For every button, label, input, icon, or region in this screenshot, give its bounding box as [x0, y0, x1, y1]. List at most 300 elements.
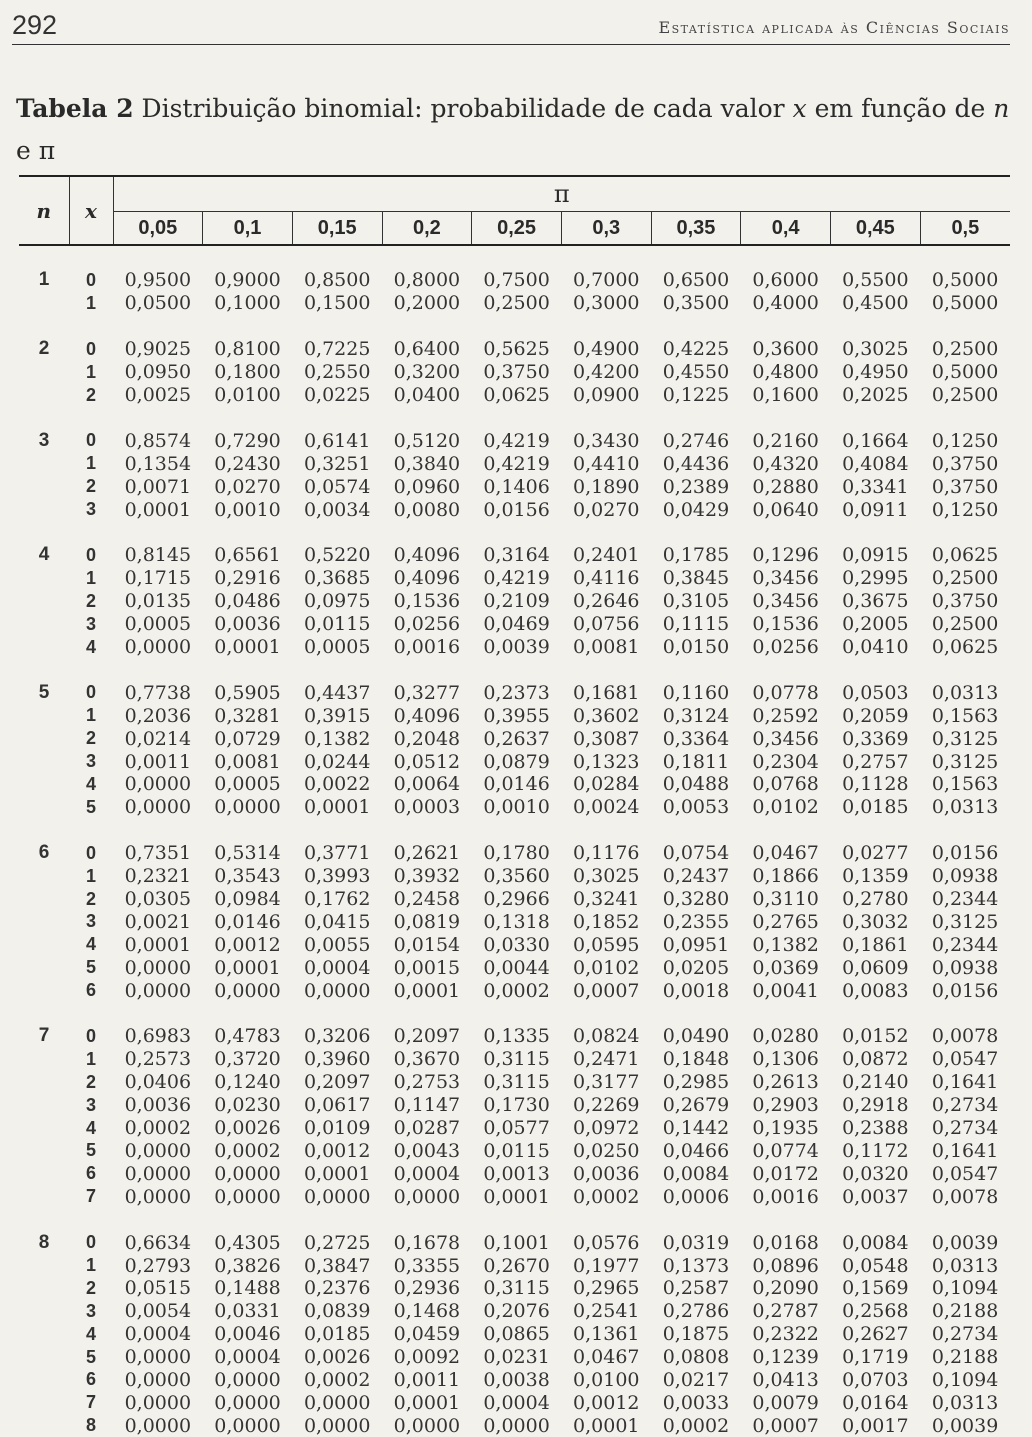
cell-probability: 0,0001	[214, 956, 281, 979]
cell-probability: 0,4219	[483, 452, 550, 475]
cell-probability: 0,1600	[752, 384, 819, 406]
cell-probability: 0,0406	[124, 1071, 192, 1094]
cell-probability: 0,2786	[662, 1300, 730, 1323]
cell-probability: 0,0500	[124, 292, 192, 315]
cell-probability: 0,2995	[842, 567, 909, 590]
cell-probability: 0,0250	[573, 1139, 640, 1162]
cell-probability: 0,0574	[303, 475, 371, 498]
table-row	[19, 1162, 1010, 1185]
table-row	[19, 1391, 1010, 1414]
cell-probability: 0,0277	[842, 842, 909, 865]
cell-probability: 0,1115	[662, 613, 730, 636]
cell-probability: 0,2430	[214, 452, 281, 475]
cell-probability: 0,3932	[393, 865, 461, 888]
pi-value-header: 0,1	[203, 212, 293, 246]
table-row	[19, 681, 1010, 704]
cell-x: 1	[85, 361, 96, 382]
cell-probability: 0,0001	[573, 1414, 640, 1437]
cell-probability: 0,0960	[393, 475, 461, 498]
cell-x: 7	[85, 1186, 96, 1207]
cell-n	[19, 888, 69, 911]
cell-probability: 0,0972	[573, 1117, 640, 1140]
cell-probability: 0,0205	[662, 956, 730, 979]
cell-probability: 0,0000	[214, 1185, 281, 1208]
cell-probability: 0,2000	[393, 292, 461, 315]
cell-n: 1	[38, 269, 50, 291]
cell-probability: 0,3675	[842, 590, 909, 613]
cell-probability: 0,0547	[931, 1048, 999, 1071]
table-row	[19, 773, 1010, 796]
cell-probability: 0,2355	[662, 910, 730, 933]
cell-probability: 0,0007	[573, 979, 640, 1002]
cell-probability: 0,3164	[483, 544, 550, 567]
table-row	[19, 1277, 1010, 1300]
cell-probability: 0,0000	[124, 1346, 192, 1369]
table-caption	[16, 88, 1012, 172]
cell-probability: 0,2458	[393, 888, 461, 911]
cell-probability: 0,1094	[931, 1368, 999, 1391]
cell-probability: 0,0037	[842, 1185, 909, 1208]
cell-probability: 0,0313	[931, 1391, 999, 1414]
cell-probability: 0,0950	[124, 361, 192, 384]
cell-probability: 0,4320	[752, 452, 819, 475]
cell-probability: 0,2076	[483, 1300, 550, 1323]
cell-probability: 0,0515	[124, 1277, 192, 1300]
cell-probability: 0,0004	[393, 1162, 461, 1185]
cell-probability: 0,0217	[662, 1368, 730, 1391]
group-spacer	[19, 315, 1010, 338]
cell-probability: 0,4116	[573, 567, 640, 590]
cell-probability: 0,0313	[931, 796, 999, 819]
cell-probability: 0,1977	[573, 1254, 640, 1277]
cell-probability: 0,0001	[124, 933, 192, 956]
cell-n	[19, 1277, 69, 1300]
cell-probability: 0,0000	[214, 979, 281, 1002]
caption-text-mid: em função de	[806, 94, 994, 123]
cell-probability: 0,0975	[303, 590, 371, 613]
cell-probability: 0,5000	[931, 269, 999, 292]
cell-probability: 0,1848	[662, 1048, 730, 1071]
cell-probability: 0,0036	[124, 1094, 192, 1117]
cell-n	[19, 452, 69, 475]
caption-text: Distribuição binomial: probabilidade de cada valor	[133, 94, 793, 123]
cell-probability: 0,6561	[214, 544, 281, 567]
cell-probability: 0,0896	[752, 1254, 819, 1277]
cell-probability: 0,0490	[662, 1025, 730, 1048]
cell-probability: 0,2097	[303, 1071, 371, 1094]
cell-probability: 0,3685	[303, 567, 371, 590]
table-row	[19, 292, 1010, 315]
cell-probability: 0,0284	[573, 773, 640, 796]
cell-x: 2	[85, 728, 96, 749]
cell-probability: 0,3430	[573, 429, 640, 452]
cell-probability: 0,1000	[214, 292, 281, 315]
cell-probability: 0,2048	[393, 727, 461, 750]
cell-probability: 0,4305	[214, 1231, 281, 1254]
cell-probability: 0,0021	[124, 910, 192, 933]
cell-probability: 0,7500	[483, 269, 550, 292]
table-row	[19, 452, 1010, 475]
binomial-table	[19, 175, 1010, 1437]
table-row	[19, 498, 1010, 521]
cell-x: 3	[85, 1300, 96, 1321]
cell-probability: 0,1563	[931, 704, 999, 727]
cell-probability: 0,5500	[842, 269, 909, 292]
cell-n: 7	[38, 1025, 50, 1047]
table-row	[19, 910, 1010, 933]
cell-probability: 0,0486	[214, 590, 281, 613]
cell-n	[19, 1300, 69, 1323]
cell-probability: 0,3955	[483, 704, 550, 727]
cell-probability: 0,2587	[662, 1277, 730, 1300]
cell-probability: 0,0938	[931, 956, 999, 979]
cell-probability: 0,0005	[303, 636, 371, 659]
cell-probability: 0,0900	[573, 384, 640, 406]
cell-probability: 0,0012	[214, 933, 281, 956]
cell-probability: 0,1318	[483, 910, 550, 933]
cell-probability: 0,1442	[662, 1117, 730, 1140]
cell-n	[19, 292, 69, 315]
cell-probability: 0,0154	[393, 933, 461, 956]
cell-probability: 0,0005	[214, 773, 281, 796]
cell-probability: 0,3600	[752, 338, 819, 361]
cell-x: 5	[85, 1346, 96, 1367]
cell-n	[19, 773, 69, 796]
cell-probability: 0,3543	[214, 865, 281, 888]
cell-probability: 0,0010	[483, 796, 550, 819]
cell-probability: 0,0039	[931, 1414, 999, 1437]
cell-probability: 0,0038	[483, 1368, 550, 1391]
cell-probability: 0,0001	[393, 979, 461, 1002]
cell-n	[19, 979, 69, 1002]
table-row	[19, 727, 1010, 750]
cell-n	[19, 1071, 69, 1094]
cell-probability: 0,3177	[573, 1071, 640, 1094]
cell-probability: 0,0703	[842, 1368, 909, 1391]
pi-value-header: 0,25	[472, 212, 562, 246]
cell-probability: 0,0256	[752, 636, 819, 659]
cell-probability: 0,0000	[124, 796, 192, 819]
cell-probability: 0,0004	[214, 1346, 281, 1369]
group-spacer	[19, 406, 1010, 429]
cell-probability: 0,4500	[842, 292, 909, 315]
cell-probability: 0,0466	[662, 1139, 730, 1162]
cell-x: 0	[85, 269, 96, 290]
cell-probability: 0,0000	[214, 1391, 281, 1414]
table-row	[19, 956, 1010, 979]
cell-probability: 0,0000	[124, 1185, 192, 1208]
cell-n	[19, 1369, 69, 1392]
cell-probability: 0,0078	[931, 1025, 999, 1048]
cell-probability: 0,2097	[393, 1025, 461, 1048]
cell-probability: 0,3500	[662, 292, 730, 315]
cell-probability: 0,0083	[842, 979, 909, 1002]
cell-probability: 0,6500	[662, 269, 730, 292]
caption-var-n: n	[993, 94, 1010, 123]
cell-probability: 0,2140	[842, 1071, 909, 1094]
cell-n: 8	[38, 1231, 50, 1253]
cell-probability: 0,0055	[303, 933, 371, 956]
table-row	[19, 888, 1010, 911]
cell-n	[19, 567, 69, 590]
cell-probability: 0,3847	[303, 1254, 371, 1277]
cell-n: 6	[38, 842, 50, 864]
cell-probability: 0,0001	[483, 1185, 550, 1208]
cell-probability: 0,0280	[752, 1025, 819, 1048]
cell-x: 5	[85, 796, 96, 817]
cell-probability: 0,0146	[214, 910, 281, 933]
cell-probability: 0,9500	[124, 269, 192, 292]
cell-probability: 0,0172	[752, 1162, 819, 1185]
cell-probability: 0,2793	[124, 1254, 192, 1277]
cell-probability: 0,0230	[214, 1094, 281, 1117]
cell-probability: 0,8100	[214, 338, 281, 361]
cell-x: 3	[85, 613, 96, 634]
cell-x: 2	[85, 476, 96, 497]
cell-probability: 0,2389	[662, 475, 730, 498]
cell-x: 0	[85, 1025, 96, 1046]
cell-probability: 0,3560	[483, 865, 550, 888]
cell-probability: 0,3915	[303, 704, 371, 727]
cell-probability: 0,0000	[124, 1139, 192, 1162]
cell-probability: 0,2573	[124, 1048, 192, 1071]
cell-probability: 0,4096	[393, 544, 461, 567]
cell-probability: 0,3105	[662, 590, 730, 613]
cell-probability: 0,6634	[124, 1231, 192, 1254]
cell-probability: 0,3750	[931, 452, 999, 475]
cell-x: 1	[85, 292, 96, 313]
cell-probability: 0,1250	[931, 498, 999, 521]
pi-value-header: 0,2	[382, 212, 472, 246]
cell-probability: 0,1001	[483, 1231, 550, 1254]
cell-probability: 0,0054	[124, 1300, 192, 1323]
cell-probability: 0,1359	[842, 865, 909, 888]
cell-probability: 0,1296	[752, 544, 819, 567]
cell-x: 5	[85, 1140, 96, 1161]
cell-probability: 0,0000	[303, 979, 371, 1002]
cell-x: 3	[85, 911, 96, 932]
table-row	[19, 750, 1010, 773]
cell-probability: 0,2500	[931, 384, 999, 406]
cell-probability: 0,0039	[931, 1231, 999, 1254]
cell-probability: 0,0002	[483, 979, 550, 1002]
cell-probability: 0,6000	[752, 269, 819, 292]
cell-probability: 0,1780	[483, 842, 550, 865]
cell-probability: 0,0000	[214, 796, 281, 819]
cell-probability: 0,2344	[931, 933, 999, 956]
cell-x: 0	[85, 544, 96, 565]
cell-probability: 0,0287	[393, 1117, 461, 1140]
table-row	[19, 1414, 1010, 1437]
cell-probability: 0,4000	[752, 292, 819, 315]
group-spacer	[19, 819, 1010, 842]
cell-x: 2	[85, 888, 96, 909]
cell-n	[19, 636, 69, 659]
cell-probability: 0,6983	[124, 1025, 192, 1048]
cell-probability: 0,0033	[662, 1391, 730, 1414]
cell-x: 4	[85, 1117, 96, 1138]
cell-probability: 0,0043	[393, 1139, 461, 1162]
cell-probability: 0,5625	[483, 338, 550, 361]
cell-probability: 0,1172	[842, 1139, 909, 1162]
cell-probability: 0,1641	[931, 1071, 999, 1094]
cell-n	[19, 590, 69, 613]
cell-probability: 0,0012	[573, 1391, 640, 1414]
cell-probability: 0,1406	[483, 475, 550, 498]
table-row	[19, 429, 1010, 452]
cell-probability: 0,0071	[124, 475, 192, 498]
cell-probability: 0,2500	[931, 338, 999, 361]
cell-probability: 0,0084	[842, 1231, 909, 1254]
cell-probability: 0,0488	[662, 773, 730, 796]
cell-probability: 0,0244	[303, 750, 371, 773]
table-row	[19, 636, 1010, 659]
cell-probability: 0,0000	[124, 956, 192, 979]
cell-probability: 0,0004	[303, 956, 371, 979]
cell-probability: 0,0256	[393, 613, 461, 636]
cell-probability: 0,0010	[214, 498, 281, 521]
pi-value-header: 0,3	[561, 212, 651, 246]
cell-probability: 0,0879	[483, 750, 550, 773]
cell-probability: 0,1239	[752, 1346, 819, 1369]
cell-probability: 0,2059	[842, 704, 909, 727]
cell-probability: 0,2757	[842, 750, 909, 773]
cell-probability: 0,2592	[752, 704, 819, 727]
cell-probability: 0,7000	[573, 269, 640, 292]
cell-probability: 0,0044	[483, 956, 550, 979]
cell-probability: 0,0026	[303, 1346, 371, 1369]
cell-probability: 0,0865	[483, 1323, 550, 1346]
cell-probability: 0,1866	[752, 865, 819, 888]
pi-value-header: 0,35	[651, 212, 741, 246]
cell-probability: 0,1094	[931, 1277, 999, 1300]
cell-probability: 0,1354	[124, 452, 192, 475]
cell-probability: 0,0756	[573, 613, 640, 636]
cell-n	[19, 704, 69, 727]
cell-probability: 0,1382	[303, 727, 371, 750]
cell-probability: 0,0000	[483, 1414, 550, 1437]
cell-probability: 0,0150	[662, 636, 730, 659]
cell-x: 2	[85, 590, 96, 611]
caption-var-pi: π	[38, 136, 56, 165]
cell-probability: 0,1664	[842, 429, 909, 452]
cell-probability: 0,0595	[573, 933, 640, 956]
cell-probability: 0,2376	[303, 1277, 371, 1300]
cell-probability: 0,1762	[303, 888, 371, 911]
cell-probability: 0,3364	[662, 727, 730, 750]
table-row	[19, 1025, 1010, 1048]
cell-probability: 0,0778	[752, 681, 819, 704]
cell-x: 4	[85, 934, 96, 955]
cell-probability: 0,3115	[483, 1277, 550, 1300]
cell-probability: 0,1800	[214, 361, 281, 384]
cell-x: 1	[85, 865, 96, 886]
cell-probability: 0,2568	[842, 1300, 909, 1323]
cell-probability: 0,3206	[303, 1025, 371, 1048]
cell-probability: 0,0016	[393, 636, 461, 659]
cell-probability: 0,2753	[393, 1071, 461, 1094]
cell-probability: 0,0002	[303, 1368, 371, 1391]
cell-x: 6	[85, 1369, 96, 1390]
cell-probability: 0,3281	[214, 704, 281, 727]
cell-probability: 0,3720	[214, 1048, 281, 1071]
cell-probability: 0,0026	[214, 1117, 281, 1140]
cell-probability: 0,1373	[662, 1254, 730, 1277]
cell-probability: 0,0001	[124, 498, 192, 521]
table-row	[19, 1094, 1010, 1117]
cell-x: 0	[85, 430, 96, 451]
cell-probability: 0,0046	[214, 1323, 281, 1346]
cell-probability: 0,0000	[393, 1414, 461, 1437]
pi-value-header: 0,45	[831, 212, 921, 246]
cell-probability: 0,3355	[393, 1254, 461, 1277]
cell-probability: 0,0001	[303, 1162, 371, 1185]
cell-probability: 0,2344	[931, 888, 999, 911]
cell-probability: 0,3456	[752, 590, 819, 613]
cell-probability: 0,0025	[124, 384, 192, 406]
cell-probability: 0,3280	[662, 888, 730, 911]
pi-value-header: 0,15	[292, 212, 382, 246]
cell-x: 1	[85, 453, 96, 474]
cell-probability: 0,3993	[303, 865, 371, 888]
table-body	[19, 245, 1010, 1437]
cell-probability: 0,5220	[303, 544, 371, 567]
cell-probability: 0,0003	[393, 796, 461, 819]
cell-probability: 0,0156	[931, 842, 999, 865]
cell-probability: 0,0164	[842, 1391, 909, 1414]
cell-probability: 0,2388	[842, 1117, 909, 1140]
table-row	[19, 1048, 1010, 1071]
cell-probability: 0,3125	[931, 750, 999, 773]
cell-n	[19, 384, 69, 407]
cell-probability: 0,3124	[662, 704, 730, 727]
cell-probability: 0,0625	[483, 384, 550, 406]
cell-n	[19, 1414, 69, 1437]
cell-probability: 0,0415	[303, 910, 371, 933]
table-row	[19, 1185, 1010, 1208]
cell-probability: 0,4225	[662, 338, 730, 361]
cell-probability: 0,0625	[931, 636, 999, 659]
cell-probability: 0,0013	[483, 1162, 550, 1185]
page-number: 292	[12, 10, 58, 40]
cell-probability: 0,3251	[303, 452, 371, 475]
group-spacer	[19, 521, 1010, 544]
cell-probability: 0,3771	[303, 842, 371, 865]
cell-probability: 0,9000	[214, 269, 281, 292]
cell-probability: 0,0214	[124, 727, 192, 750]
cell-probability: 0,0548	[842, 1254, 909, 1277]
cell-n	[19, 956, 69, 979]
cell-x: 0	[85, 338, 96, 359]
cell-probability: 0,2627	[842, 1323, 909, 1346]
cell-x: 7	[85, 1392, 96, 1413]
cell-probability: 0,0000	[214, 1414, 281, 1437]
table-row	[19, 338, 1010, 361]
cell-probability: 0,0000	[124, 1368, 192, 1391]
cell-probability: 0,0609	[842, 956, 909, 979]
cell-probability: 0,2036	[124, 704, 192, 727]
cell-probability: 0,3025	[573, 865, 640, 888]
cell-probability: 0,3456	[752, 727, 819, 750]
cell-n	[19, 1162, 69, 1185]
cell-probability: 0,0001	[214, 636, 281, 659]
cell-probability: 0,0092	[393, 1346, 461, 1369]
cell-probability: 0,3750	[931, 590, 999, 613]
cell-probability: 0,0313	[931, 1254, 999, 1277]
cell-probability: 0,0079	[752, 1391, 819, 1414]
cell-probability: 0,2966	[483, 888, 550, 911]
cell-probability: 0,2734	[931, 1117, 999, 1140]
